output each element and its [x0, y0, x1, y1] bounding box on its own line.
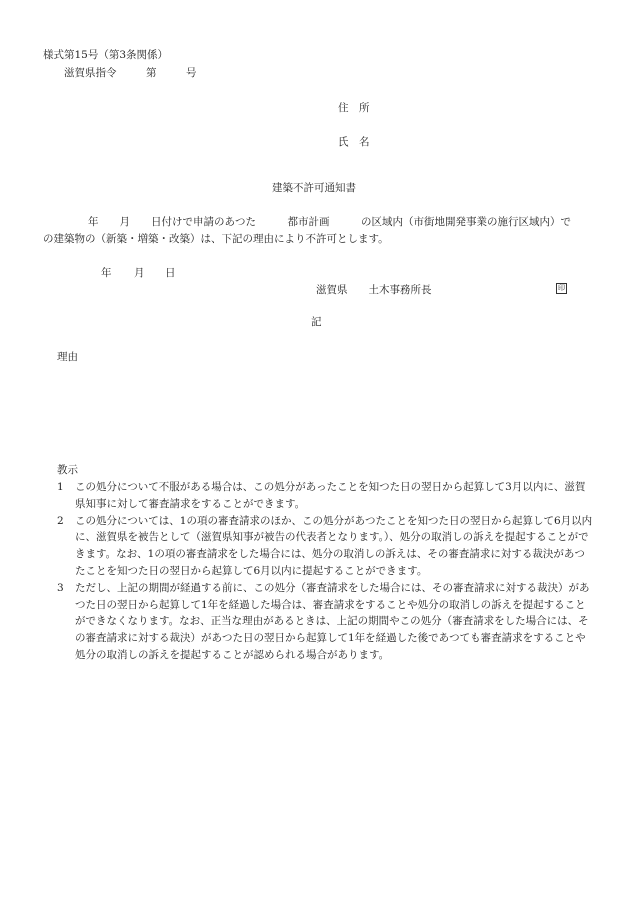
notice-heading: 教示: [57, 464, 78, 476]
form-label: 様式第15号（第3条関係）: [43, 49, 169, 61]
seal-mark: 印: [558, 284, 565, 292]
notice-item-3-text: ただし、上記の期間が経過する前に、この処分（審査請求をした場合には、その審査請求に対する裁決）があつた日の翌日から起算して1年を経過した場合は、審査請求をすることや処分の取消しの訴えを提起することができなくなります。なお、正当な理由があるときは、上記の期間やこの処分（審査請求をした場合には、その審査請求に対する裁決）があつた日の翌日から起算して1年を経過した後であつても審査請求をすることや処分の取消しの訴えを提起することが認められる場合があります。: [75, 581, 590, 661]
document-title: 建築不許可通知書: [272, 182, 356, 194]
notice-item-1-text: この処分について不服がある場合は、この処分があったことを知つた日の翌日から起算して3月以内に、滋賀県知事に対して審査請求をすることができます。: [75, 481, 586, 510]
notice-item-1-num: 1: [57, 481, 64, 493]
date-tsuki: 月: [134, 267, 145, 279]
notice-list: [43, 479, 595, 664]
notice-item-3: [43, 580, 595, 664]
designation-go: 号: [186, 67, 197, 79]
designation-pref: 滋賀県指令: [64, 67, 117, 79]
notice-item-2-text: この処分については、1の項の審査請求のほか、この処分があつたことを知つた日の翌日から起算して6月以内に、滋賀県を被告として（滋賀県知事が被告の代表者となります。）、処分の取消しの訴えを提起することができます。なお、1の項の審査請求をした場合には、処分の取消しの訴えは、その審査請求に対する裁決があつたことを知つた日の翌日から起算して6月以内に提起することができます。: [75, 514, 593, 577]
body-line-2: の建築物の（新築・増築・改築）は、下記の理由により不許可とします。: [43, 233, 389, 245]
reason-label: 理由: [57, 351, 78, 363]
ki-label: 記: [311, 316, 322, 328]
notice-item-2-num: 2: [57, 514, 64, 527]
issuer-label: 滋賀県 土木事務所長: [316, 284, 432, 296]
notice-item-1: [43, 479, 595, 513]
designation-dai: 第: [146, 67, 157, 79]
notice-item-3-num: 3: [57, 581, 64, 594]
date-hi: 日: [165, 267, 176, 279]
body-line-1: 年 月 日付けで申請のあつた 都市計画 の区域内（市街地開発事業の施行区域内）で: [88, 216, 571, 228]
date-nen: 年: [101, 267, 112, 279]
notice-item-2: [43, 513, 595, 580]
address-label: 住 所: [338, 102, 370, 114]
name-label: 氏 名: [338, 136, 370, 148]
